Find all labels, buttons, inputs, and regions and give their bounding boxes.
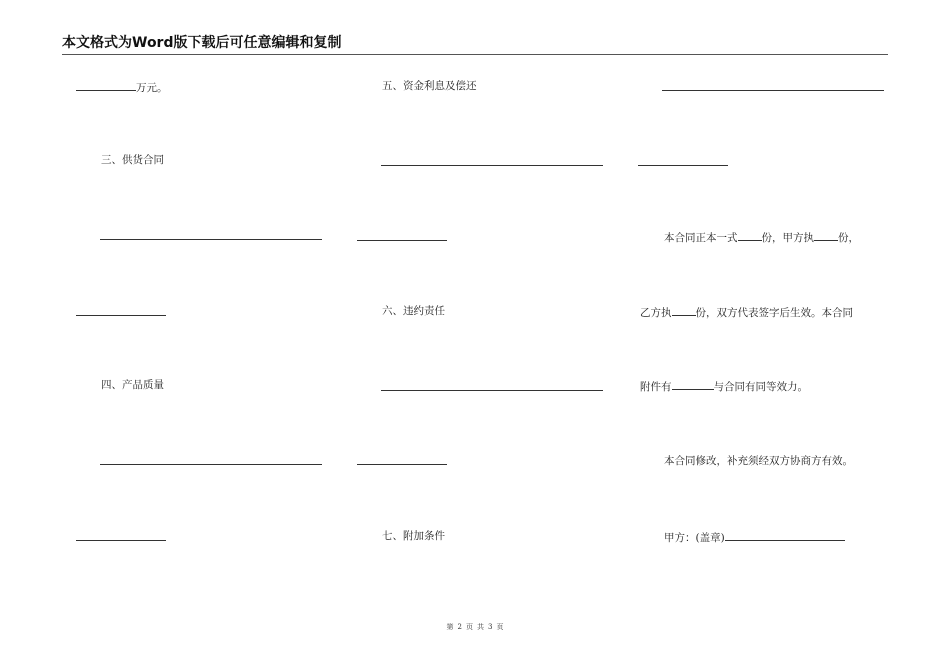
- col2-fill-line-1: [381, 165, 603, 166]
- col1-fill-line-4: [76, 540, 166, 541]
- attach-blank: [672, 378, 714, 390]
- page-header: [62, 34, 888, 55]
- section-3-heading: 三、供货合同: [101, 154, 164, 166]
- attach-text-a: 附件有: [640, 381, 672, 393]
- col1-fill-line-3: [100, 464, 322, 465]
- section-7-heading: 七、附加条件: [382, 530, 445, 542]
- col2-fill-line-2: [357, 240, 447, 241]
- footer-label-a: 第: [446, 623, 454, 631]
- party-b-blank: [672, 304, 696, 316]
- section-5-heading: 五、资金利息及偿还: [382, 80, 477, 92]
- footer-label-b: 页: [466, 623, 473, 631]
- page-footer: [0, 622, 950, 632]
- footer-label-d: 页: [496, 623, 504, 631]
- col2-fill-line-4: [357, 464, 447, 465]
- amendment-clause: 本合同修改，补充须经双方协商方有效。: [664, 455, 853, 467]
- footer-page-total: 3: [488, 623, 493, 631]
- copies-text-c: 份，: [838, 232, 859, 244]
- col1-fill-line-1: [100, 239, 322, 240]
- col3-fill-line-1: [662, 90, 884, 91]
- party-a-signature: [664, 529, 845, 545]
- col1-amount-line: [76, 79, 168, 95]
- copies-text-b: 份，甲方执: [761, 232, 814, 244]
- col3-fill-line-2: [638, 165, 728, 166]
- party-a-label: 甲方：(盖章): [664, 532, 725, 544]
- header-title: 本文格式为Word版下载后可任意编辑和复制: [62, 35, 342, 51]
- party-a-blank: [725, 529, 845, 541]
- col2-fill-line-3: [381, 390, 603, 391]
- wan-yuan-text: 万元。: [136, 82, 168, 94]
- party-b-text-b: 份，双方代表签字后生效。本合同: [695, 307, 853, 319]
- attach-text-b: 与合同有同等效力。: [713, 381, 808, 393]
- footer-label-c: 共: [477, 623, 484, 631]
- col1-fill-line-2: [76, 315, 166, 316]
- copies-blank-1: [738, 229, 762, 241]
- copies-text-a: 本合同正本一式: [664, 232, 738, 244]
- copies-clause: [664, 229, 859, 245]
- footer-page-current: 2: [457, 623, 462, 631]
- attachment-clause: [640, 378, 808, 394]
- amount-blank: [76, 79, 136, 91]
- copies-blank-2: [814, 229, 838, 241]
- section-4-heading: 四、产品质量: [101, 379, 164, 391]
- section-6-heading: 六、违约责任: [382, 305, 445, 317]
- party-b-text-a: 乙方执: [640, 307, 672, 319]
- party-b-clause: [640, 304, 853, 320]
